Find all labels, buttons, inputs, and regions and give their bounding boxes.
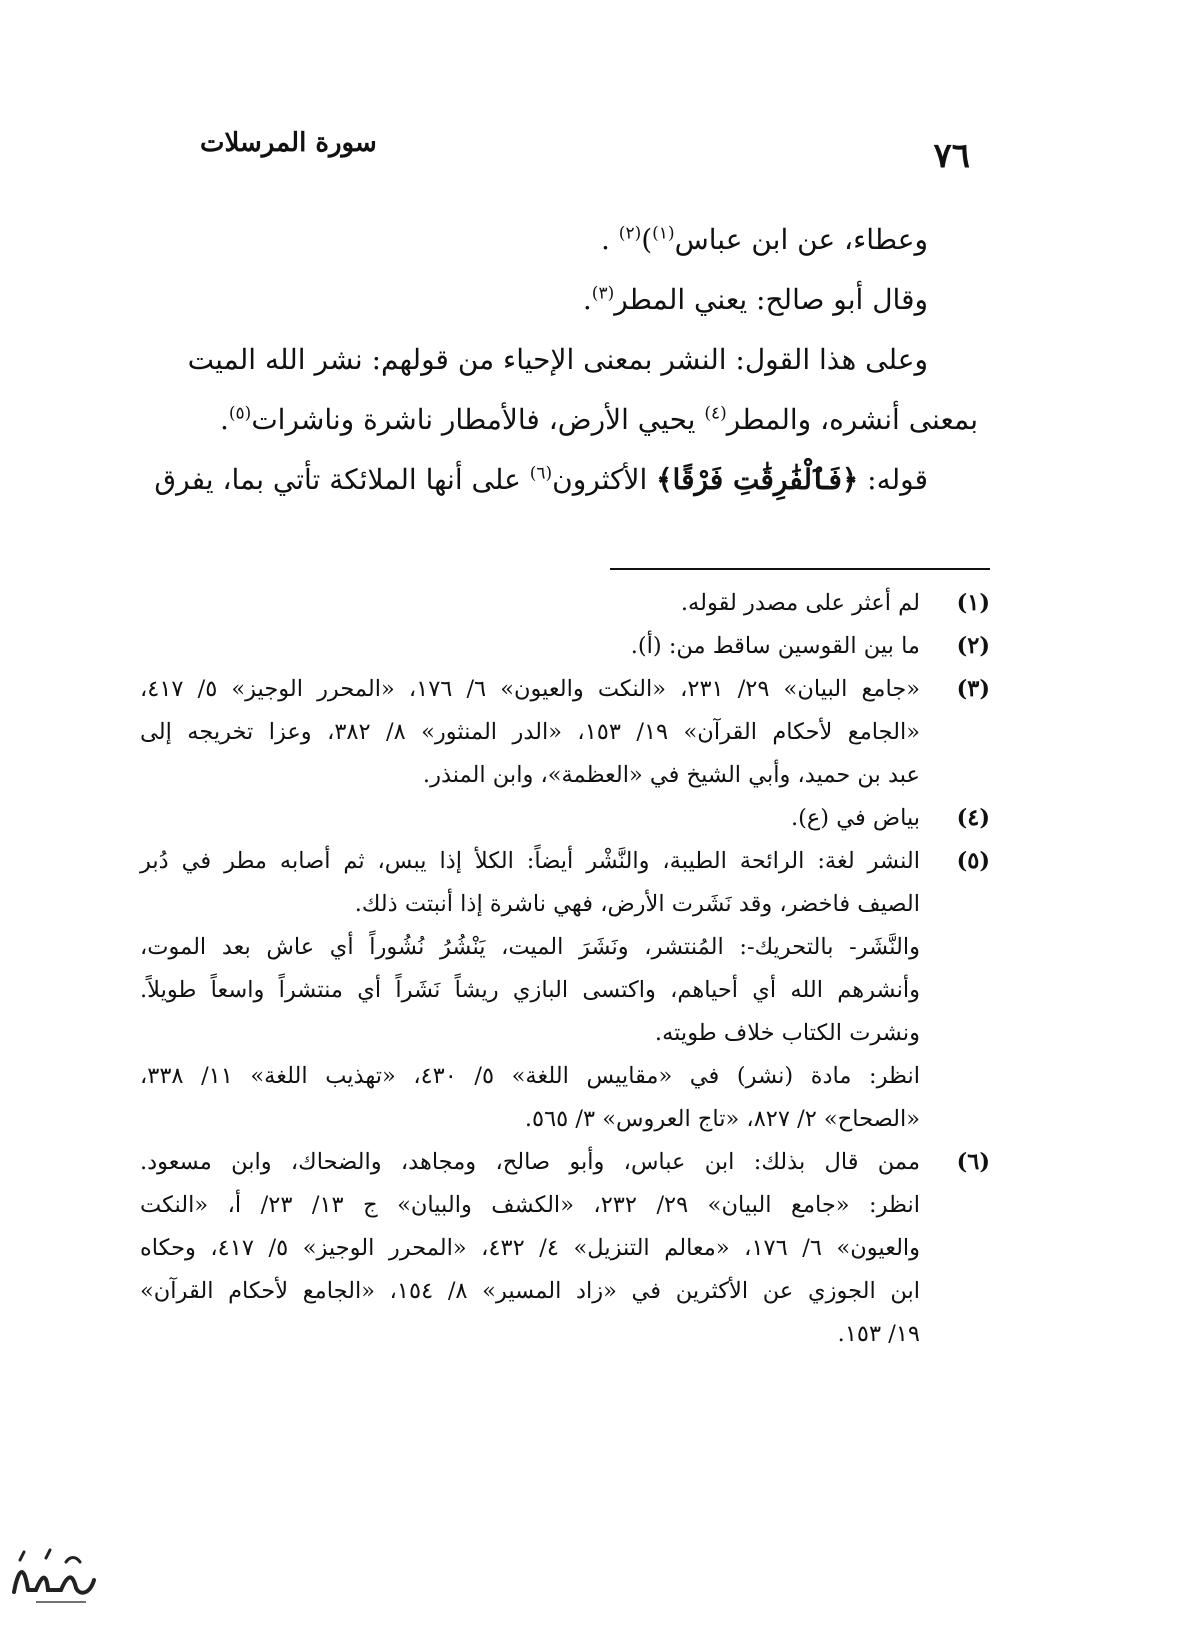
footnote-line: «الجامع لأحكام القرآن» ١٩/ ١٥٣، «الدر المنثور» ٨/ ٣٨٢، وعزا تخريجه إلى (140, 719, 921, 745)
footnote-5 (140, 840, 990, 1141)
paren-close: ) (641, 223, 653, 256)
footnote-number: (٤) (956, 805, 990, 831)
footnote-line: لم أعثر على مصدر لقوله. (680, 590, 920, 616)
main-text (148, 210, 978, 510)
paragraph-3-text-a: وعلى هذا القول: النشر بمعنى الإحياء من قولهم: نشر الله الميت (187, 343, 928, 376)
paragraph-2-text: وقال أبو صالح: يعني المطر (614, 283, 928, 316)
paragraph-1 (148, 210, 978, 270)
footnote-line: «جامع البيان» ٢٩/ ٢٣١، «النكت والعيون» ٦/ ١٧٦، «المحرر الوجيز» ٥/ ٤١٧، (140, 676, 921, 702)
footnote-number: (٥) (956, 848, 990, 874)
paragraph-1-end: . (600, 223, 619, 256)
footnote-line: ونشرت الكتاب خلاف طويته. (654, 1020, 920, 1046)
paragraph-2 (148, 270, 978, 330)
paragraph-3-text-c: يحيي الأرض، فالأمطار ناشرة وناشرات (251, 403, 705, 436)
footnote-line: والعيون» ٦/ ١٧٦، «معالم التنزيل» ٤/ ٤٣٢، «المحرر الوجيز» ٥/ ٤١٧، وحكاه (140, 1235, 921, 1261)
footnote-line: ابن الجوزي عن الأكثرين في «زاد المسير» ٨/ ١٥٤، «الجامع لأحكام القرآن» (140, 1278, 920, 1304)
footnote-ref-5: (٥) (228, 403, 252, 424)
footnote-divider (610, 568, 990, 570)
footnote-line: بياض في (ع). (790, 805, 920, 831)
footnote-4 (140, 797, 990, 840)
footnote-line: وأنشرهم الله أي أحياهم، واكتسى البازي ريشاً نَشَراً أي منتشراً واسعاً طويلاً. (140, 977, 920, 1003)
quran-verse: ﴿فَٱلْفَٰرِقَٰتِ فَرْقًا﴾ (656, 463, 859, 496)
paragraph-2-end: . (582, 283, 592, 316)
paragraph-1-text: وعطاء، عن ابن عباس (674, 223, 928, 256)
paragraph-3-line-2 (148, 390, 978, 450)
footnote-number: (١) (956, 590, 990, 616)
footnote-6 (140, 1141, 990, 1356)
footnote-3 (140, 668, 990, 797)
footnote-line: ١٩/ ١٥٣. (837, 1321, 920, 1347)
footnote-line: ممن قال بذلك: ابن عباس، وأبو صالح، ومجاهد، والضحاك، وابن مسعود. (140, 1149, 920, 1175)
footnote-number: (٦) (956, 1149, 990, 1175)
footnote-ref-3: (٣) (591, 283, 615, 304)
footnote-line: والنَّشَر- بالتحريك-: المُنتشر، ونَشَرَ الميت، يَنْشُرُ نُشُوراً أي عاش بعد الموت، (140, 934, 920, 960)
calligraphy-logo-icon (6, 1540, 101, 1615)
footnote-ref-1: (١) (652, 223, 675, 244)
paragraph-3-end: . (219, 403, 229, 436)
footnote-line: النشر لغة: الرائحة الطيبة، والنَّشْر أيضاً: الكلأ إذا يبس، ثم أصابه مطر في دُبر (140, 848, 920, 874)
paragraph-4 (148, 450, 978, 510)
footnotes-section (140, 582, 990, 1356)
footnote-ref-4: (٤) (704, 403, 727, 424)
paragraph-3-text-b: بمعنى أنشره، والمطر (726, 403, 978, 436)
page-header (200, 128, 970, 178)
footnote-ref-6: (٦) (529, 463, 553, 484)
footnote-number: (٣) (956, 676, 990, 702)
footnote-line: الصيف فاخضر، وقد نَشَرت الأرض، فهي ناشرة إذا أنبتت ذلك. (354, 891, 920, 917)
paragraph-4-text-b: الأكثرون (552, 463, 657, 496)
page-number: ٧٦ (933, 136, 970, 176)
paragraph-3-line-1 (148, 330, 978, 390)
footnote-line: «الصحاح» ٢/ ٨٢٧، «تاج العروس» ٣/ ٥٦٥. (524, 1106, 920, 1132)
running-title: سورة المرسلات (200, 128, 377, 158)
footnote-line: انظر: «جامع البيان» ٢٩/ ٢٣٢، «الكشف والبيان» ج ١٣/ ٢٣/ أ، «النكت (140, 1192, 920, 1218)
footnote-ref-2: (٢) (618, 223, 642, 244)
footnote-line: عبد بن حميد، وأبي الشيخ في «العظمة»، وابن المنذر. (422, 762, 920, 788)
paragraph-4-text-a: قوله: (858, 463, 928, 496)
footnote-1 (140, 582, 990, 625)
footnote-line: انظر: مادة (نشر) في «مقاييس اللغة» ٥/ ٤٣٠، «تهذيب اللغة» ١١/ ٣٣٨، (140, 1063, 920, 1089)
footnote-number: (٢) (956, 633, 990, 659)
footnote-line: ما بين القوسين ساقط من: (أ). (630, 633, 920, 659)
paragraph-4-text-c: على أنها الملائكة تأتي بما، يفرق (154, 463, 530, 496)
footnote-2 (140, 625, 990, 668)
